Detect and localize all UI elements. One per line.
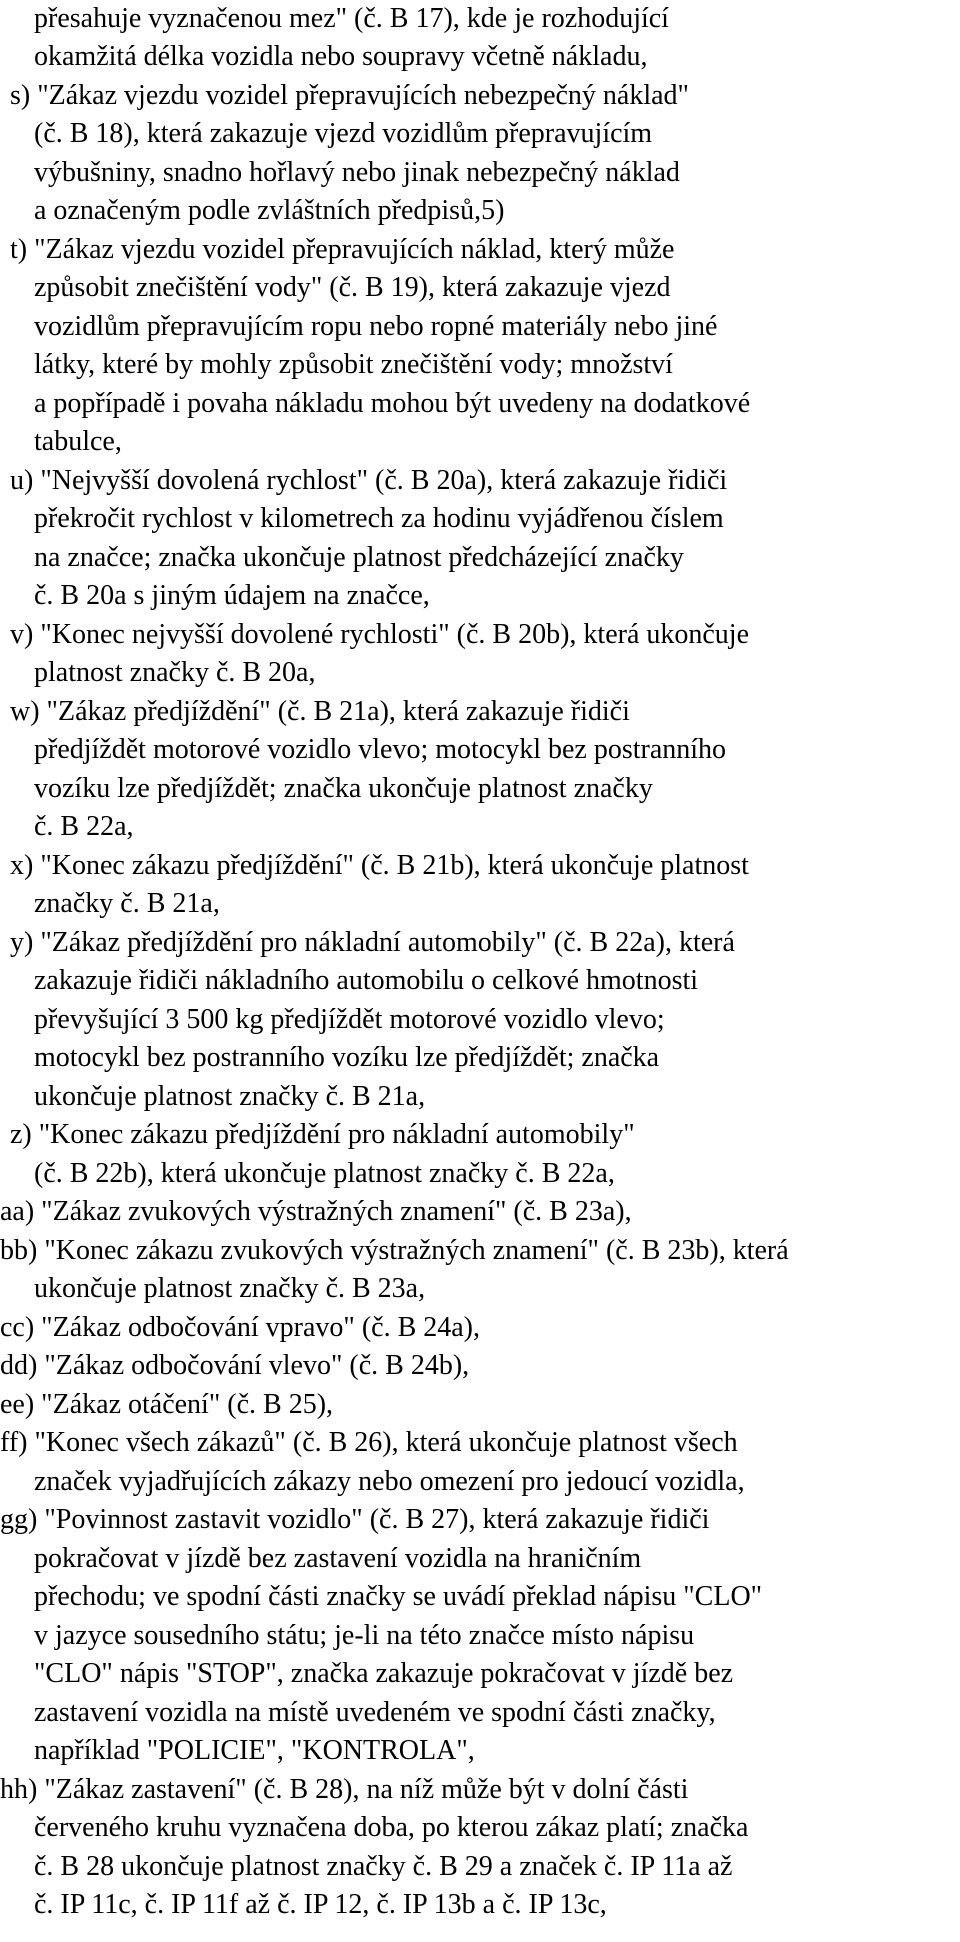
text-line: vozidlům přepravujícím ropu nebo ropné materiály nebo jiné [34, 311, 718, 342]
text-line: přesahuje vyznačenou mez" (č. B 17), kde je rozhodující [34, 3, 669, 34]
text-line: (č. B 18), která zakazuje vjezd vozidlům přepravujícím [34, 118, 653, 149]
text-line: na značce; značka ukončuje platnost předcházející značky [34, 542, 684, 573]
text-line: ff) "Konec všech zákazů" (č. B 26), která ukončuje platnost všech [0, 1427, 738, 1458]
text-line: bb) "Konec zákazu zvukových výstražných znamení" (č. B 23b), která [0, 1235, 789, 1266]
text-line: č. IP 11c, č. IP 11f až č. IP 12, č. IP 13b a č. IP 13c, [34, 1889, 607, 1920]
text-line: předjíždět motorové vozidlo vlevo; motocykl bez postranního [34, 734, 727, 765]
text-line: zastavení vozidla na místě uvedeném ve spodní části značky, [34, 1697, 716, 1728]
text-line: č. B 28 ukončuje platnost značky č. B 29 a značek č. IP 11a až [34, 1851, 733, 1882]
text-line: okamžitá délka vozidla nebo soupravy včetně nákladu, [34, 41, 648, 72]
text-line: v jazyce sousedního státu; je-li na této značce místo nápisu [34, 1620, 695, 1651]
text-line: (č. B 22b), která ukončuje platnost značky č. B 22a, [34, 1158, 615, 1189]
text-line: převyšující 3 500 kg předjíždět motorové vozidlo vlevo; [34, 1004, 665, 1035]
text-line: látky, které by mohly způsobit znečištění vody; množství [34, 349, 673, 380]
text-line: "CLO" nápis "STOP", značka zakazuje pokračovat v jízdě bez [34, 1658, 734, 1689]
text-line: w) "Zákaz předjíždění" (č. B 21a), která zakazuje řidiči [10, 696, 630, 727]
text-line: pokračovat v jízdě bez zastavení vozidla na hraničním [34, 1543, 642, 1574]
text-line: y) "Zákaz předjíždění pro nákladní automobily" (č. B 22a), která [10, 927, 735, 958]
text-line: z) "Konec zákazu předjíždění pro nákladní automobily" [10, 1119, 635, 1150]
text-line: cc) "Zákaz odbočování vpravo" (č. B 24a), [0, 1312, 480, 1343]
text-line: motocykl bez postranního vozíku lze předjíždět; značka [34, 1042, 660, 1073]
text-line: č. B 20a s jiným údajem na značce, [34, 580, 430, 611]
text-line: výbušniny, snadno hořlavý nebo jinak nebezpečný náklad [34, 157, 680, 188]
text-line: vozíku lze předjíždět; značka ukončuje platnost značky [34, 773, 653, 804]
text-line: a označeným podle zvláštních předpisů,5) [34, 195, 505, 226]
text-line: zakazuje řidiči nákladního automobilu o celkové hmotnosti [34, 965, 699, 996]
text-line: x) "Konec zákazu předjíždění" (č. B 21b), která ukončuje platnost [10, 850, 749, 881]
text-line: t) "Zákaz vjezdu vozidel přepravujících náklad, který může [10, 234, 675, 265]
text-line: a popřípadě i povaha nákladu mohou být uvedeny na dodatkové [34, 388, 751, 419]
text-line: ee) "Zákaz otáčení" (č. B 25), [0, 1389, 334, 1420]
text-line: platnost značky č. B 20a, [34, 657, 316, 688]
text-line: u) "Nejvyšší dovolená rychlost" (č. B 20a), která zakazuje řidiči [10, 465, 728, 496]
text-line: značek vyjadřujících zákazy nebo omezení pro jedoucí vozidla, [34, 1466, 745, 1497]
text-line: ukončuje platnost značky č. B 21a, [34, 1081, 426, 1112]
text-line: způsobit znečištění vody" (č. B 19), která zakazuje vjezd [34, 272, 671, 303]
text-line: gg) "Povinnost zastavit vozidlo" (č. B 27), která zakazuje řidiči [0, 1504, 710, 1535]
text-line: přechodu; ve spodní části značky se uvádí překlad nápisu "CLO" [34, 1581, 763, 1612]
text-line: hh) "Zákaz zastavení" (č. B 28), na níž může být v dolní části [0, 1774, 689, 1805]
text-line: překročit rychlost v kilometrech za hodinu vyjádřenou číslem [34, 503, 724, 534]
text-line: aa) "Zákaz zvukových výstražných znamení" (č. B 23a), [0, 1196, 632, 1227]
text-line: značky č. B 21a, [34, 888, 220, 919]
text-line: č. B 22a, [34, 811, 134, 842]
text-line: v) "Konec nejvyšší dovolené rychlosti" (č. B 20b), která ukončuje [10, 619, 750, 650]
text-line: například "POLICIE", "KONTROLA", [34, 1735, 475, 1766]
text-line: tabulce, [34, 426, 122, 457]
text-line: ukončuje platnost značky č. B 23a, [34, 1273, 426, 1304]
text-line: s) "Zákaz vjezdu vozidel přepravujících nebezpečný náklad" [10, 80, 689, 111]
text-line: dd) "Zákaz odbočování vlevo" (č. B 24b), [0, 1350, 470, 1381]
text-line: červeného kruhu vyznačena doba, po kterou zákaz platí; značka [34, 1812, 749, 1843]
